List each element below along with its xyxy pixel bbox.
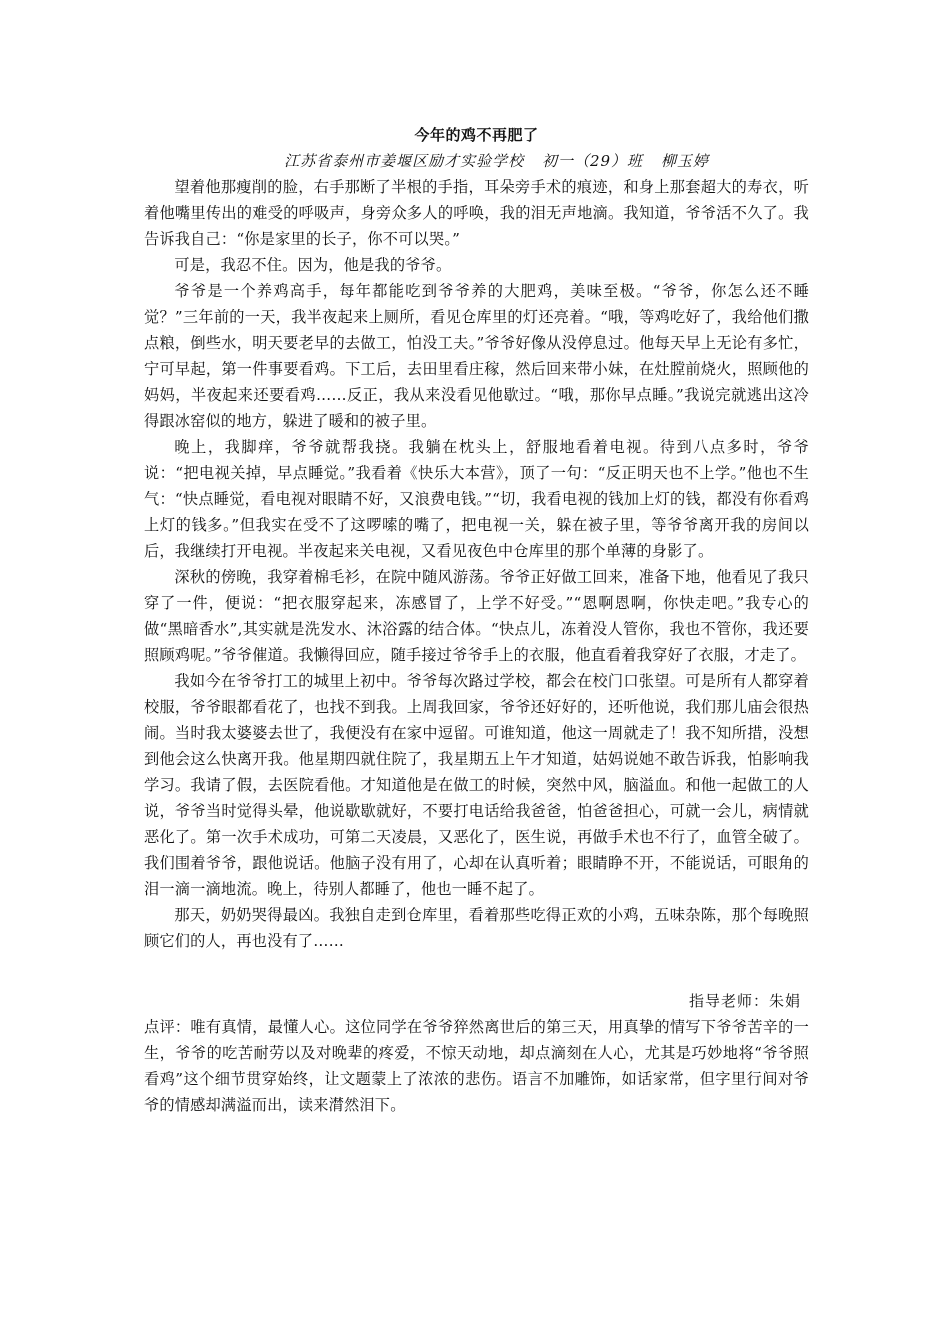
author-name: 柳玉婷 <box>660 152 709 170</box>
teacher-comment: 点评：唯有真情，最懂人心。这位同学在爷爷猝然离世后的第三天，用真挚的情写下爷爷苦辛的一生，爷爷的吃苦耐劳以及对晚辈的疼爱，不惊天动地，却点滴刻在人心，尤其是巧妙地将“爷爷照看鸡”这个细节贯穿始终，让文题蒙上了浓浓的悲伤。语言不加雕饰，如话家常，但字里行间对爷爷的情感却满溢而出，读来潸然泪下。 <box>144 1018 809 1114</box>
paragraph-5: 深秋的傍晚，我穿着棉毛衫，在院中随风游荡。爷爷正好做工回来，准备下地，他看见了我只穿了一件，便说：“把衣服穿起来，冻感冒了，上学不好受。”“恩啊恩啊，你快走吧。”我专心的做“黑暗香水”,其实就是洗发水、沐浴露的结合体。“快点儿，冻着没人管你，我也不管你，我还要照顾鸡呢。”爷爷催道。我懒得回应，随手接过爷爷手上的衣服，他直看着我穿好了衣服，才走了。 <box>144 568 809 664</box>
essay-body <box>144 174 809 954</box>
paragraph-1: 望着他那瘦削的脸，右手那断了半根的手指，耳朵旁手术的痕迹，和身上那套超大的寿衣，听着他嘴里传出的难受的呼吸声，身旁众多人的呼唤，我的泪无声地滴。我知道，爷爷活不久了。我告诉我自己：“你是家里的长子，你不可以哭。” <box>144 178 809 248</box>
document-page <box>144 122 809 1118</box>
paragraph-7: 那天，奶奶哭得最凶。我独自走到仓库里，看着那些吃得正欢的小鸡，五味杂陈，那个每晚照顾它们的人，再也没有了…… <box>144 906 809 950</box>
essay-title: 今年的鸡不再肥了 <box>414 126 539 144</box>
teacher-credit: 指导老师：朱娟 <box>688 992 801 1010</box>
byline <box>144 148 809 174</box>
class-name: 初一（29）班 <box>541 152 644 170</box>
section-spacer <box>144 954 809 988</box>
paragraph-6: 我如今在爷爷打工的城里上初中。爷爷每次路过学校，都会在校门口张望。可是所有人都穿着校服，爷爷眼都看花了，也找不到我。上周我回家，爷爷还好好的，还听他说，我们那儿庙会很热闹。当时我太婆婆去世了，我便没有在家中逗留。可谁知道，他这一周就走了！我不知所措，没想到他会这么快离开我。他星期四就住院了，我星期五上午才知道，姑妈说她不敢告诉我，怕影响我学习。我请了假，去医院看他。才知道他是在做工的时候，突然中风，脑溢血。和他一起做工的人说，爷爷当时觉得头晕，他说歇歇就好，不要打电话给我爸爸，怕爸爸担心，可就一会儿，病情就恶化了。第一次手术成功，可第二天凌晨，又恶化了，医生说，再做手术也不行了，血管全破了。我们围着爷爷，跟他说话。他脑子没有用了，心却在认真听着；眼睛睁不开，不能说话，可眼角的泪一滴一滴地流。晚上，待别人都睡了，他也一睡不起了。 <box>144 672 809 898</box>
paragraph-3: 爷爷是一个养鸡高手，每年都能吃到爷爷养的大肥鸡，美味至极。“爷爷，你怎么还不睡觉？”三年前的一天，我半夜起来上厕所，看见仓库里的灯还亮着。“哦，等鸡吃好了，我给他们撒点粮，倒些水，明天要老早的去做工，怕没工夫。”爷爷好像从没停息过。他每天早上无论有多忙，宁可早起，第一件事要看鸡。下工后，去田里看庄稼，然后回来带小妹，在灶膛前烧火，照顾他的妈妈，半夜起来还要看鸡……反正，我从来没看见他歇过。“哦，那你早点睡。”我说完就逃出这冷得跟冰窑似的地方，躲进了暖和的被子里。 <box>144 282 809 430</box>
paragraph-2: 可是，我忍不住。因为，他是我的爷爷。 <box>174 256 452 274</box>
school-name: 江苏省泰州市姜堰区励才实验学校 <box>284 152 525 170</box>
paragraph-4: 晚上，我脚痒，爷爷就帮我挠。我躺在枕头上，舒服地看着电视。待到八点多时，爷爷说：“把电视关掉，早点睡觉。”我看着《快乐大本营》，顶了一句：“反正明天也不上学。”他也不生气：“快点睡觉，看电视对眼睛不好，又浪费电钱。”“切，我看电视的钱加上灯的钱，都没有你看鸡上灯的钱多。”但我实在受不了这啰嗦的嘴了，把电视一关，躲在被子里，等爷爷离开我的房间以后，我继续打开电视。半夜起来关电视，又看见夜色中仓库里的那个单薄的身影了。 <box>144 438 809 560</box>
